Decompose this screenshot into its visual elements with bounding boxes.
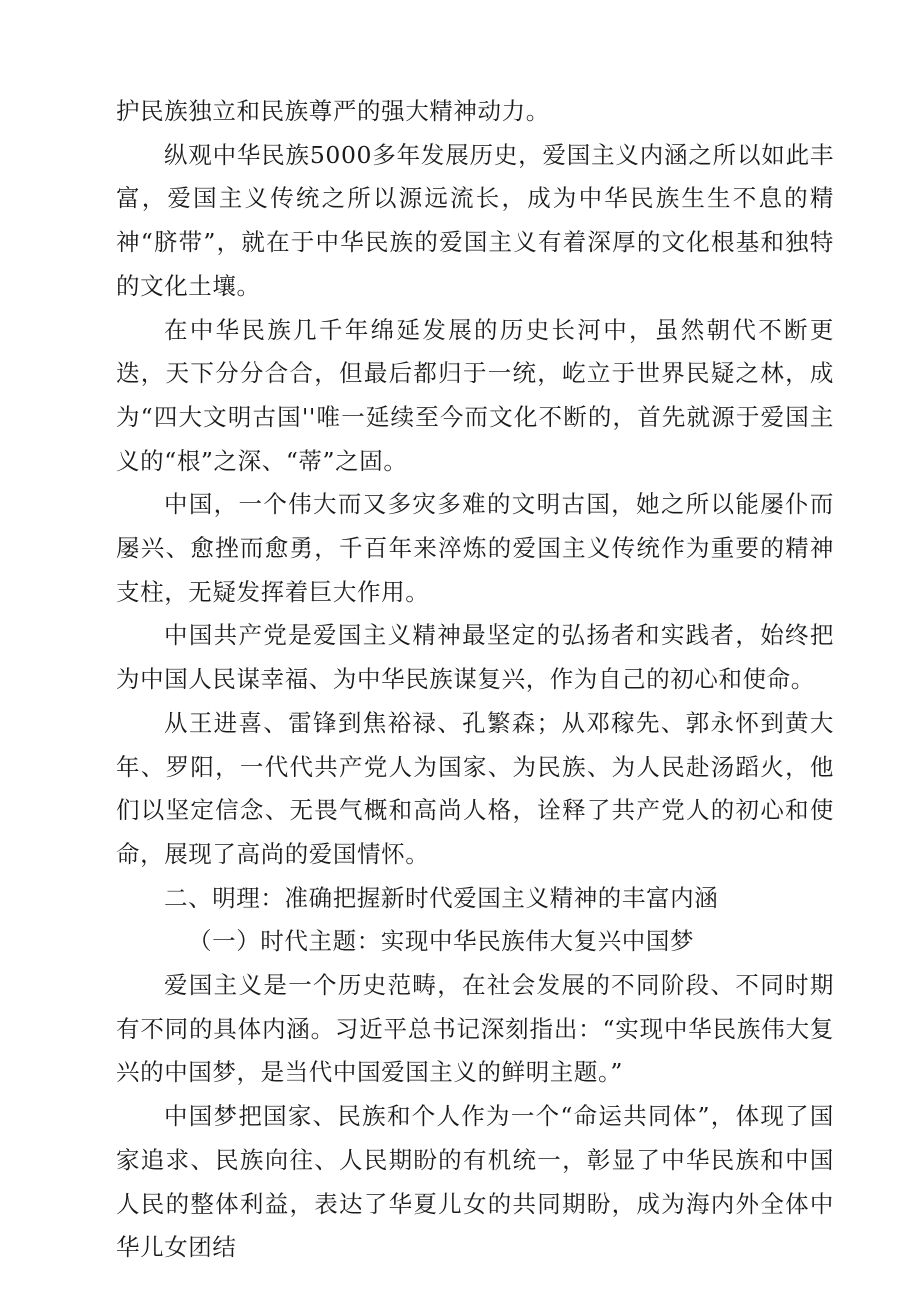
paragraph: 从王进喜、雷锋到焦裕禄、孔繁森；从邓稼先、郭永怀到黄大年、罗阳，一代代共产党人为国家、为民族、为人民赴汤蹈火，他们以坚定信念、无畏气概和高尚人格，诠释了共产党人的初心和使命，展现了高尚的爱国情怀。 (116, 708, 834, 868)
section-heading: 二、明理：准确把握新时代爱国主义精神的丰富内涵 (164, 883, 719, 912)
paragraph: 中国梦把国家、民族和个人作为一个“命运共同体”，体现了国家追求、民族向往、人民期盼的有机统一，彰显了中华民族和中国人民的整体利益，表达了华夏儿女的共同期盼，成为海内外全体中华儿女团结 (116, 1102, 834, 1262)
subsection-heading: （一）时代主题：实现中华民族伟大复兴中国梦 (188, 927, 695, 956)
paragraph: 中国，一个伟大而又多灾多难的文明古国，她之所以能屡仆而屡兴、愈挫而愈勇，千百年来淬炼的爱国主义传统作为重要的精神支柱，无疑发挥着巨大作用。 (116, 490, 834, 606)
paragraph: 纵观中华民族5000多年发展历史，爱国主义内涵之所以如此丰富，爱国主义传统之所以源远流长，成为中华民族生生不息的精神“脐带”，就在于中华民族的爱国主义有着深厚的文化根基和独特的文化土壤。 (116, 140, 834, 300)
paragraph: 爱国主义是一个历史范畴，在社会发展的不同阶段、不同时期有不同的具体内涵。习近平总书记深刻指出：“实现中华民族伟大复兴的中国梦，是当代中国爱国主义的鲜明主题。” (116, 971, 834, 1087)
paragraph: 在中华民族几千年绵延发展的历史长河中，虽然朝代不断更迭，天下分分合合，但最后都归于一统，屹立于世界民疑之林，成为“四大文明古国''唯一延续至今而文化不断的，首先就源于爱国主义的“根”之深、“蒂”之固。 (116, 315, 834, 475)
paragraph: 中国共产党是爱国主义精神最坚定的弘扬者和实践者，始终把为中国人民谋幸福、为中华民族谋复兴，作为自己的初心和使命。 (116, 621, 834, 694)
document-body (116, 90, 834, 1270)
paragraph-continuation: 护民族独立和民族尊严的强大精神动力。 (116, 97, 550, 125)
